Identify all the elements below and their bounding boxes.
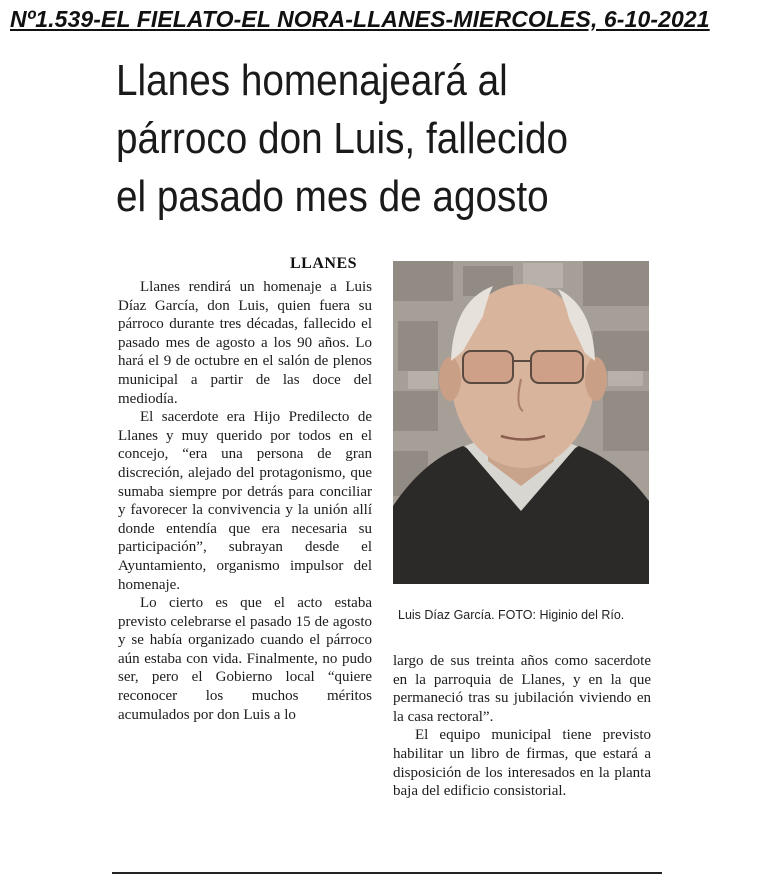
headline-line: el pasado mes de agosto [116, 172, 549, 221]
article-column-right [393, 652, 651, 801]
photo-caption: Luis Díaz García. FOTO: Higinio del Río. [398, 608, 625, 622]
article-paragraph: El equipo municipal tiene previsto habilitar un libro de firmas, que estará a disposición de los interesados en la planta baja del edificio consistorial. [393, 727, 651, 800]
portrait-illustration [393, 261, 649, 584]
article-paragraph: Lo cierto es que el acto estaba previsto celebrarse el pasado 15 de agosto y se había organizado cuando el párroco aún estaba con vida. Finalmente, no pudo ser, pero el Gobierno local “quiere reconocer los muchos méritos acumulados por don Luis a lo [118, 595, 372, 723]
article-paragraph: Llanes rendirá un homenaje a Luis Díaz García, don Luis, quien fuera su párroco durante tres décadas, fallecido el pasado mes de agosto a los 90 años. Lo hará el 9 de octubre en el salón de plenos municipal a partir de las doce del mediodía. [118, 279, 372, 407]
masthead: Nº1.539-EL FIELATO-EL NORA-LLANES-MIERCOLES, 6-10-2021 [10, 6, 710, 32]
article-paragraph: El sacerdote era Hijo Predilecto de Llanes y muy querido por todos en el concejo, “era una persona de gran discreción, alejado del protagonismo, que sumaba siempre por detrás para conciliar y favorecer la convivencia y la unión allí donde entendía que era necesaria su participación”, subrayan desde el Ayuntamiento, organismo impulsor del homenaje. [118, 409, 372, 593]
headline [116, 52, 591, 226]
article-paragraph: largo de sus treinta años como sacerdote en la parroquia de Llanes, y en la que permaneció tras su jubilación viviendo en la casa rectoral”. [393, 653, 651, 725]
headline-line: párroco don Luis, fallecido [116, 114, 569, 163]
headline-line: Llanes homenajeará al [116, 56, 508, 105]
article-column-left [118, 278, 372, 724]
portrait-photo [393, 261, 649, 584]
bottom-rule [112, 872, 662, 874]
byline: LLANES [290, 255, 358, 272]
